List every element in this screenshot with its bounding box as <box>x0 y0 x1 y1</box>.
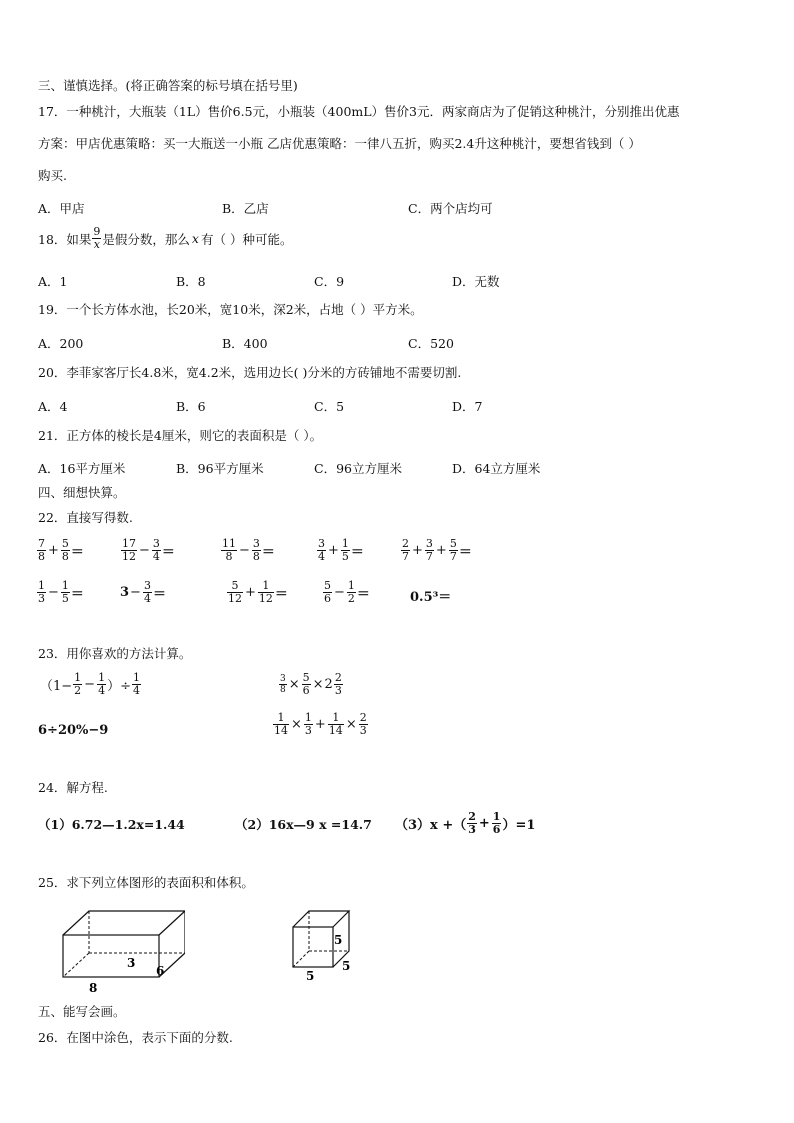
q18-middle: 是假分数，那么 <box>102 231 190 247</box>
section-4-title: 四、细想快算。 <box>38 485 126 500</box>
q21-option-a: A．16平方厘米 <box>38 461 126 476</box>
frac-den: 3 <box>38 592 45 605</box>
cube-top-face <box>293 911 349 927</box>
q20-option-a: A．4 <box>38 399 68 414</box>
q18-option-c: C．9 <box>314 274 345 289</box>
q26-title: 26．在图中涂色，表示下面的分数. <box>38 1030 233 1045</box>
operator: + <box>48 543 59 558</box>
frac-num: 3 <box>252 537 260 550</box>
cuboid-front-face <box>63 935 159 977</box>
frac-den: 5 <box>341 550 349 563</box>
frac-num: 5 <box>302 671 310 684</box>
whole-number: 2 <box>324 677 333 692</box>
q17-option-a: A．甲店 <box>38 201 85 216</box>
frac-num: 7 <box>38 537 45 550</box>
frac-num: 2 <box>334 671 342 684</box>
frac-num: 1 <box>347 579 355 592</box>
frac-num: 5 <box>227 580 243 593</box>
q18-var: x <box>191 231 199 246</box>
equals-sign: ＝ <box>458 545 472 560</box>
frac-den: 6 <box>492 823 501 836</box>
q18-question <box>38 226 292 251</box>
q24-part-1: （1）6.72—1.2x=1.44 <box>38 817 185 832</box>
frac-den: 4 <box>98 684 106 697</box>
q17-option-c: C．两个店均可 <box>408 201 493 216</box>
frac-num: 5 <box>61 537 69 550</box>
q17-line3: 购买. <box>38 168 67 183</box>
q20-option-d: D．7 <box>452 399 483 414</box>
frac-den: 12 <box>122 550 136 563</box>
cuboid-height-label: 3 <box>127 956 136 970</box>
operator: − <box>130 585 141 600</box>
q18-frac-num: 9 <box>93 225 101 238</box>
frac-num: 2 <box>402 537 409 550</box>
cuboid-hidden-edge <box>63 953 89 977</box>
cuboid-width-label: 6 <box>156 964 165 978</box>
frac-num: 1 <box>132 671 140 684</box>
operator: − <box>334 585 345 600</box>
q22-expr-4 <box>316 538 364 563</box>
frac-num: 1 <box>258 580 274 593</box>
cuboid-figure <box>55 905 185 995</box>
q21-option-b: B．96平方厘米 <box>176 461 264 476</box>
q21-option-d: D．64立方厘米 <box>452 461 541 476</box>
frac-den: 3 <box>304 724 312 737</box>
frac-den: 7 <box>425 550 433 563</box>
frac-den: 5 <box>61 592 69 605</box>
frac-den: 8 <box>61 550 69 563</box>
section-3-title: 三、谨慎选择。(将正确答案的标号填在括号里) <box>38 78 298 93</box>
frac-num: 1 <box>304 711 312 724</box>
q24-part-3: （3）x +（ $\frac{2}{3}$ + $\frac{1}{6}$ ）=1 <box>395 810 536 836</box>
frac-num: 2 <box>359 711 367 724</box>
expr-text: （1− <box>40 679 73 694</box>
frac-den: 8 <box>225 550 233 563</box>
frac-num: 3 <box>425 537 433 550</box>
frac-den: 8 <box>280 685 286 695</box>
cube-edge-label: 5 <box>306 969 315 983</box>
q22-expr-3 <box>220 538 275 563</box>
equals-sign: ＝ <box>70 545 84 560</box>
equals-sign: ＝ <box>161 545 175 560</box>
cube-edge-label: 5 <box>342 959 351 973</box>
q22-expr-7 <box>120 580 166 605</box>
q19-option-b: B．400 <box>222 336 268 351</box>
frac-den: 4 <box>318 550 325 563</box>
frac-den: 2 <box>347 592 355 605</box>
cube-hidden-edge <box>293 951 309 967</box>
q18-option-b: B．8 <box>176 274 206 289</box>
frac-num: 2 <box>468 810 476 823</box>
expr-text: ）÷ <box>107 679 131 694</box>
frac-num: 3 <box>152 537 160 550</box>
q23-expr-2: $\frac{3}{8}$ × $\frac{5}{6}$ × 2 $\frac{2}{3}$ <box>280 671 342 697</box>
frac-den: 7 <box>449 550 457 563</box>
operator: − <box>139 543 150 558</box>
q23-expr-1: （1− $\frac{1}{2}$ − $\frac{1}{4}$ ）÷ $\frac{1}{4}$ <box>40 671 140 697</box>
frac-den: 6 <box>302 684 310 697</box>
q21-question: 21．正方体的棱长是4厘米，则它的表面积是（ ）。 <box>38 428 323 443</box>
frac-den: 14 <box>274 724 288 737</box>
frac-num: 3 <box>143 579 151 592</box>
q19-option-a: A．200 <box>38 336 84 351</box>
cuboid-length-label: 8 <box>89 981 98 995</box>
q24-title: 24．解方程. <box>38 780 108 795</box>
frac-den: 8 <box>252 550 260 563</box>
expr-text: ）=1 <box>502 818 536 833</box>
cube-front-face <box>293 927 333 967</box>
equals-sign: ＝ <box>70 587 84 602</box>
q22-expr-10 <box>410 586 451 605</box>
q23-expr-4: $\frac{1}{14}$ × $\frac{1}{3}$ + $\frac{1}{14}$ × $\frac{2}{3}$ <box>274 711 367 737</box>
q22-expr-5: $\frac{2}{7}$ + $\frac{3}{7}$ + $\frac{5}{7}$ ＝ <box>402 537 472 563</box>
q20-option-b: B．6 <box>176 399 206 414</box>
cube-figure <box>285 905 365 985</box>
q18-option-a: A．1 <box>38 274 68 289</box>
frac-den: 6 <box>324 592 331 605</box>
frac-num: 5 <box>449 537 457 550</box>
frac-den: 12 <box>258 592 273 605</box>
q18-fraction <box>92 226 101 251</box>
frac-num: 1 <box>61 579 69 592</box>
q17-option-b: B．乙店 <box>222 201 269 216</box>
q22-expr-2 <box>120 538 175 563</box>
q20-question: 20．李菲家客厅长4.8米，宽4.2米，选用边长( )分米的方砖铺地不需要切割. <box>38 365 462 380</box>
frac-num: 1 <box>273 712 289 725</box>
equals-sign: ＝ <box>261 545 275 560</box>
cube-edge-label: 5 <box>334 933 343 947</box>
operator: + <box>328 543 339 558</box>
frac-den: 3 <box>359 724 367 737</box>
equals-sign: ＝ <box>152 587 166 602</box>
frac-num: 17 <box>122 537 136 550</box>
frac-num: 11 <box>222 537 236 550</box>
frac-num: 3 <box>280 674 286 684</box>
q17-line1: 17．一种桃汁，大瓶装（1L）售价6.5元，小瓶装（400mL）售价3元．两家商店为了促销这种桃汁，分别推出优惠 <box>38 104 680 119</box>
q19-question: 19．一个长方体水池，长20米，宽10米，深2米，占地（ ）平方米。 <box>38 302 423 317</box>
frac-den: 8 <box>38 550 45 563</box>
q19-option-c: C．520 <box>408 336 454 351</box>
q18-suffix: 有（ ）种可能。 <box>200 231 293 247</box>
q22-title: 22．直接写得数. <box>38 510 133 525</box>
frac-den: 3 <box>334 684 342 697</box>
cuboid-top-face <box>63 911 185 935</box>
q22-expr-1 <box>36 538 84 563</box>
equals-sign: ＝ <box>356 587 370 602</box>
q21-option-c: C．96立方厘米 <box>314 461 402 476</box>
frac-num: 5 <box>324 579 331 592</box>
frac-num: 1 <box>74 671 82 684</box>
q24-part-2: （2）16x—9 x =14.7 <box>235 817 372 832</box>
q20-option-c: C．5 <box>314 399 345 414</box>
frac-num: 3 <box>318 537 325 550</box>
frac-num: 1 <box>341 537 349 550</box>
q23-expr-3: 6÷20%−9 <box>38 723 109 738</box>
frac-den: 14 <box>328 724 343 737</box>
frac-num: 1 <box>328 712 344 725</box>
q18-prefix: 18．如果 <box>38 231 92 247</box>
q25-title: 25．求下列立体图形的表面积和体积。 <box>38 875 254 890</box>
q18-frac-den: x <box>93 238 101 251</box>
frac-num: 1 <box>38 579 45 592</box>
operator: + <box>245 585 256 600</box>
equals-sign: ＝ <box>274 587 288 602</box>
whole-number: 3 <box>120 585 130 600</box>
q17-line2: 方案：甲店优惠策略：买一大瓶送一小瓶 乙店优惠策略：一律八五折，购买2.4升这种桃汁，要想省钱到（ ） <box>38 136 641 151</box>
q23-title: 23．用你喜欢的方法计算。 <box>38 646 192 661</box>
frac-den: 4 <box>152 550 160 563</box>
q18-option-d: D．无数 <box>452 274 500 289</box>
section-5-title: 五、能写会画。 <box>38 1004 126 1019</box>
power-expression: 0.5³＝ <box>410 590 452 605</box>
q22-expr-8 <box>226 580 288 605</box>
operator: − <box>239 543 250 558</box>
frac-den: 3 <box>468 823 476 836</box>
frac-num: 1 <box>98 671 106 684</box>
q22-expr-9 <box>322 580 370 605</box>
equals-sign: ＝ <box>350 545 364 560</box>
frac-den: 2 <box>74 684 82 697</box>
frac-den: 4 <box>143 592 151 605</box>
q22-expr-6 <box>36 580 84 605</box>
frac-den: 7 <box>402 550 409 563</box>
frac-den: 12 <box>228 592 242 605</box>
expr-text: （3）x +（ <box>395 818 467 833</box>
frac-num: 1 <box>492 810 501 823</box>
operator: − <box>48 585 59 600</box>
frac-den: 4 <box>132 684 140 697</box>
